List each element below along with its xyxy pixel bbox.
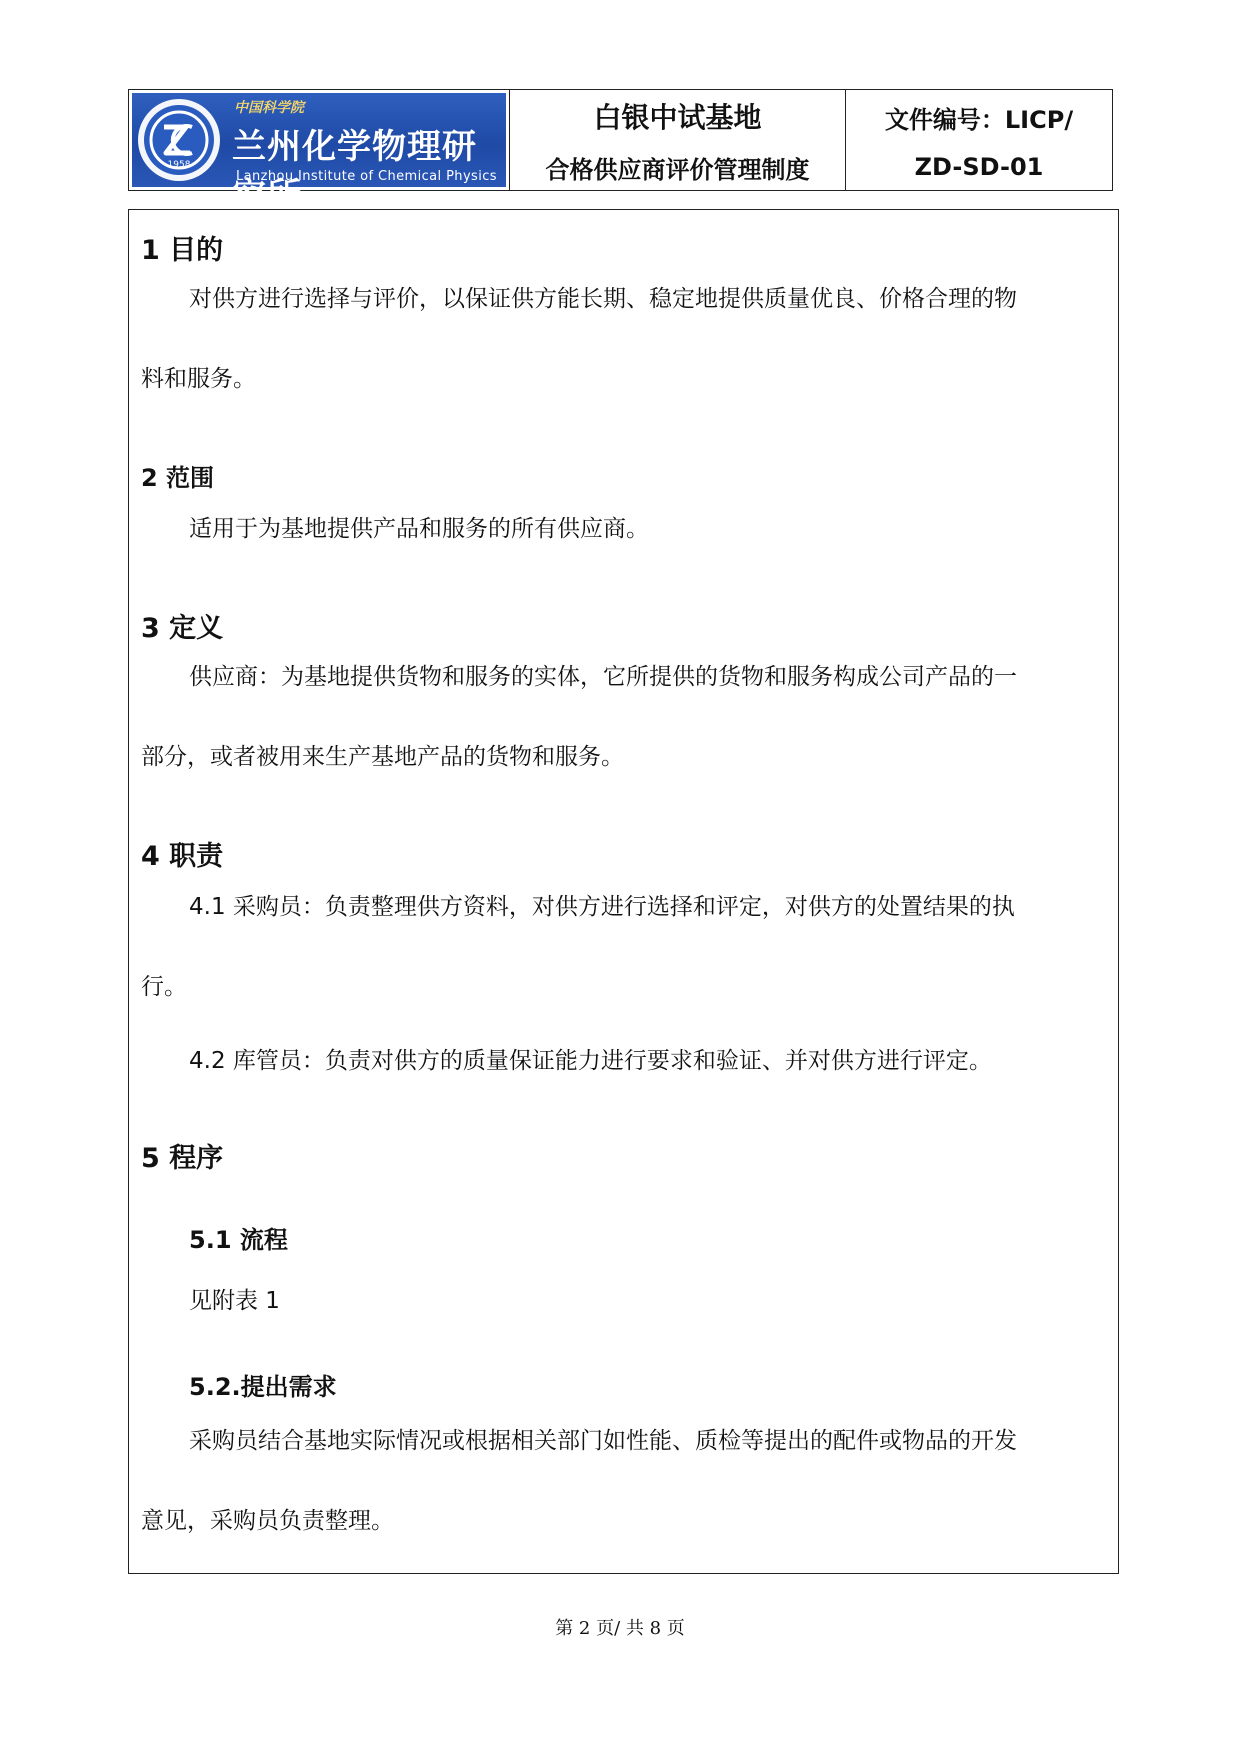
document-header (128, 89, 1113, 216)
page-number-footer: 第 2 页/ 共 8 页 (555, 1618, 685, 1639)
doc-number-line2: ZD-SD-01 (914, 152, 1044, 181)
section-4-1-text (141, 866, 1106, 948)
section-3-text-cont: 部分，或者被用来生产基地产品的货物和服务。 (141, 744, 624, 770)
section-3-text (141, 636, 1106, 718)
badge-year: 1958 (167, 160, 191, 170)
section-1-text-line1: 对供方进行选择与评价，以保证供方能长期、稳定地提供质量优良、价格合理的物 (189, 286, 1017, 312)
header-logo-cell (129, 90, 510, 216)
section-5-heading: 5 程序 (141, 1143, 224, 1174)
section-3-text-line1: 供应商：为基地提供货物和服务的实体，它所提供的货物和服务构成公司产品的一 (189, 664, 1017, 690)
section-2-heading: 2 范围 (141, 464, 215, 492)
section-1-text-cont: 料和服务。 (141, 366, 256, 392)
institute-logo (132, 93, 506, 216)
logo-name-en: Lanzhou Institute of Chemical Physics (236, 169, 497, 184)
section-4-heading: 4 职责 (141, 841, 224, 872)
section-5-1-heading: 5.1 流程 (189, 1226, 288, 1254)
section-5-2-text (141, 1400, 1106, 1482)
section-5-2-text-line1: 采购员结合基地实际情况或根据相关部门如性能、质检等提出的配件或物品的开发 (189, 1428, 1017, 1454)
section-5-1-text: 见附表 1 (189, 1288, 280, 1314)
section-3-heading: 3 定义 (141, 613, 224, 644)
section-2-text-line: 适用于为基地提供产品和服务的所有供应商。 (189, 516, 649, 542)
doc-number-line1: 文件编号：LICP/ (884, 105, 1074, 134)
section-4-1-text-line1: 4.1 采购员：负责整理供方资料，对供方进行选择和评定，对供方的处置结果的执 (189, 894, 1015, 920)
section-4-2-text-line: 4.2 库管员：负责对供方的质量保证能力进行要求和验证、并对供方进行评定。 (189, 1048, 992, 1074)
section-4-2-text (141, 1020, 1106, 1102)
header-title-cell (510, 90, 846, 190)
document-body (128, 209, 1119, 1574)
document-subtitle: 合格供应商评价管理制度 (545, 155, 810, 184)
header-docno-cell (846, 90, 1112, 190)
section-5-2-heading: 5.2.提出需求 (189, 1373, 337, 1401)
section-5-2-text-cont: 意见，采购员负责整理。 (141, 1508, 394, 1534)
institute-emblem-icon (136, 97, 222, 183)
document-title: 白银中试基地 (593, 100, 762, 134)
logo-name-cn: 兰州化学物理研究所 (232, 127, 477, 216)
section-1-heading: 1 目的 (141, 235, 224, 266)
section-4-1-text-cont: 行。 (141, 974, 187, 1000)
section-1-text (141, 258, 1106, 340)
logo-small-text: 中国科学院 (234, 100, 304, 116)
section-2-text (141, 488, 1106, 570)
